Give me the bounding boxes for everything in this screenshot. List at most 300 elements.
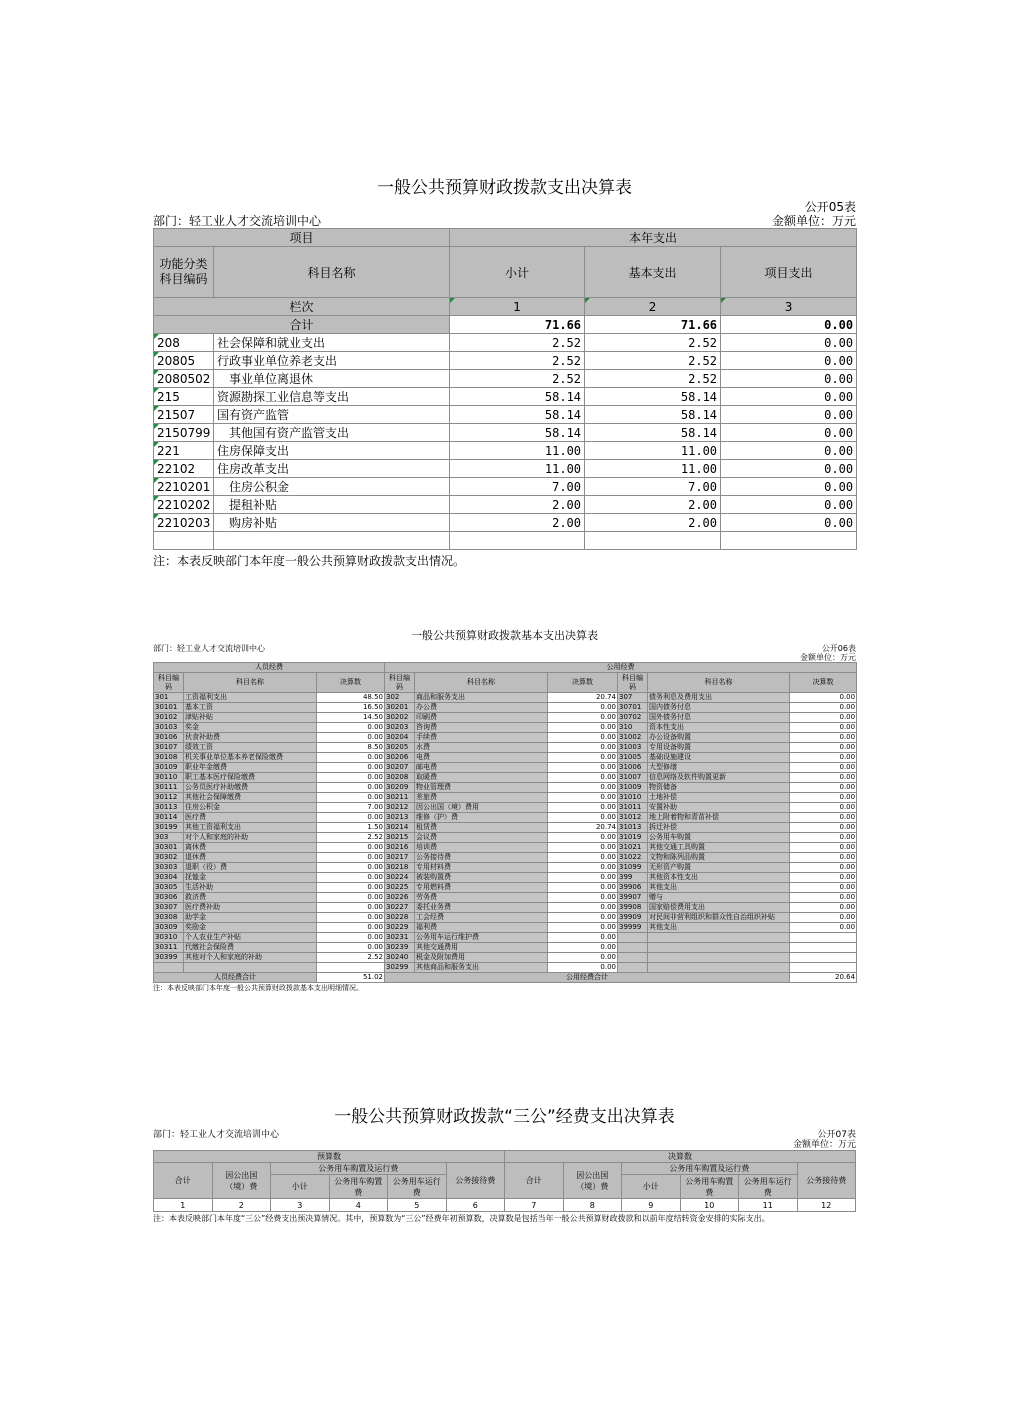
row-name: 提租补贴 — [214, 496, 450, 514]
public-total-label: 公用经费合计 — [385, 973, 790, 983]
total-row — [154, 316, 857, 334]
cell-amount-3: 0.00 — [790, 873, 857, 883]
cell-code-3: 31022 — [618, 853, 648, 863]
cell-name-1: 奖金 — [184, 723, 317, 733]
cell-code-2: 30209 — [385, 783, 415, 793]
cell-amount-2: 0.00 — [548, 913, 618, 923]
cell-code-3: 31013 — [618, 823, 648, 833]
cell-amount-1: 0.00 — [317, 883, 385, 893]
cell-name-1: 机关事业单位基本养老保险缴费 — [184, 753, 317, 763]
cell-amount-2: 0.00 — [548, 863, 618, 873]
col-index-4: 4 — [329, 1199, 388, 1212]
cell-code-3 — [618, 933, 648, 943]
cell-amount-2: 0.00 — [548, 903, 618, 913]
table-row — [154, 773, 857, 783]
table-row — [154, 913, 857, 923]
header-amount-2: 决算数 — [548, 673, 618, 693]
cell-code-2: 30202 — [385, 713, 415, 723]
cell-code-3: 39906 — [618, 883, 648, 893]
cell-code-1: 30308 — [154, 913, 184, 923]
cell-name-1: 基本工资 — [184, 703, 317, 713]
table-row — [154, 514, 857, 532]
header-subtotal: 小计 — [450, 247, 585, 298]
cell-code-2: 30299 — [385, 963, 415, 973]
row-project: 0.00 — [721, 352, 857, 370]
header-amount-1: 决算数 — [317, 673, 385, 693]
cell-amount-1: 0.00 — [317, 903, 385, 913]
cell-amount-3 — [790, 963, 857, 973]
cell-code-3: 31099 — [618, 863, 648, 873]
cell-amount-1: 0.00 — [317, 843, 385, 853]
row-subtotal: 58.14 — [450, 388, 585, 406]
table-row — [154, 370, 857, 388]
cell-name-3: 土地补偿 — [648, 793, 790, 803]
cell-code-2: 30214 — [385, 823, 415, 833]
row-basic: 7.00 — [585, 478, 721, 496]
cell-code-1: 30301 — [154, 843, 184, 853]
cell-amount-1: 0.00 — [317, 893, 385, 903]
cell-code-3: 310 — [618, 723, 648, 733]
cell-amount-2: 0.00 — [548, 733, 618, 743]
row-basic: 2.52 — [585, 352, 721, 370]
header-budget-car: 公务用车购置及运行费 — [271, 1163, 447, 1175]
cell-amount-3: 0.00 — [790, 923, 857, 933]
table-row — [154, 496, 857, 514]
row-name: 其他国有资产监管支出 — [214, 424, 450, 442]
cell-code-2: 30211 — [385, 793, 415, 803]
cell-amount-2: 0.00 — [548, 943, 618, 953]
cell-amount-2: 0.00 — [548, 743, 618, 753]
cell-amount-1: 0.00 — [317, 813, 385, 823]
cell-name-3: 赠与 — [648, 893, 790, 903]
cell-amount-3: 0.00 — [790, 743, 857, 753]
header-public: 公用经费 — [385, 663, 857, 673]
cell-amount-2: 0.00 — [548, 883, 618, 893]
cell-code-2: 30227 — [385, 903, 415, 913]
cell-name-3: 国内债务付息 — [648, 703, 790, 713]
cell-code-1: 30113 — [154, 803, 184, 813]
cell-amount-3: 0.00 — [790, 753, 857, 763]
cell-name-3: 地上附着物和青苗补偿 — [648, 813, 790, 823]
cell-code-3: 31002 — [618, 733, 648, 743]
cell-name-1: 抚恤金 — [184, 873, 317, 883]
row-name: 住房改革支出 — [214, 460, 450, 478]
row-code: 2210202 — [154, 496, 214, 514]
total-subtotal: 71.66 — [450, 316, 585, 334]
row-name: 事业单位离退休 — [214, 370, 450, 388]
row-code: 2150799 — [154, 424, 214, 442]
cell-name-1: 职工基本医疗保险缴费 — [184, 773, 317, 783]
cell-amount-2: 0.00 — [548, 773, 618, 783]
row-subtotal: 2.52 — [450, 370, 585, 388]
cell-code-3: 30702 — [618, 713, 648, 723]
table1-grid — [153, 228, 857, 550]
table-row — [154, 406, 857, 424]
cell-name-1: 绩效工资 — [184, 743, 317, 753]
cell-amount-1 — [317, 963, 385, 973]
row-code: 215 — [154, 388, 214, 406]
cell-amount-1: 0.00 — [317, 923, 385, 933]
cell-code-3: 31019 — [618, 833, 648, 843]
table-row — [154, 763, 857, 773]
cell-code-1: 30304 — [154, 873, 184, 883]
cell-amount-1: 14.50 — [317, 713, 385, 723]
row-project: 0.00 — [721, 460, 857, 478]
cell-code-2: 30240 — [385, 953, 415, 963]
table-row-empty — [154, 532, 857, 550]
table-row — [154, 703, 857, 713]
cell-name-1: 生活补助 — [184, 883, 317, 893]
personnel-total: 51.02 — [317, 973, 385, 983]
cell-code-1: 30303 — [154, 863, 184, 873]
row-name: 住房保障支出 — [214, 442, 450, 460]
cell-name-3: 信息网络及软件购置更新 — [648, 773, 790, 783]
cell-name-3: 债务利息及费用支出 — [648, 693, 790, 703]
three-public-table — [153, 1104, 856, 1224]
cell-amount-3: 0.00 — [790, 893, 857, 903]
col-index-12: 12 — [797, 1199, 856, 1212]
header-budget-abroad: 因公出国（境）费 — [212, 1163, 271, 1199]
cell-name-1: 其他社会保障缴费 — [184, 793, 317, 803]
cell-amount-1: 0.00 — [317, 873, 385, 883]
cell-code-1: 30112 — [154, 793, 184, 803]
cell-code-3: 31012 — [618, 813, 648, 823]
table2-dept: 部门：轻工业人才交流培训中心 — [153, 644, 265, 653]
totals-row — [154, 973, 857, 983]
cell-amount-1: 0.00 — [317, 943, 385, 953]
cell-amount-3: 0.00 — [790, 883, 857, 893]
cell-name-3: 对民间非营利组织和群众性自治组织补贴 — [648, 913, 790, 923]
cell-amount-3: 0.00 — [790, 793, 857, 803]
cell-code-2: 30206 — [385, 753, 415, 763]
col-index-6: 6 — [446, 1199, 505, 1212]
cell-code-3: 39999 — [618, 923, 648, 933]
cell-amount-3: 0.00 — [790, 733, 857, 743]
cell-code-2: 30205 — [385, 743, 415, 753]
cell-code-2: 30239 — [385, 943, 415, 953]
table1-unit: 金额单位：万元 — [771, 214, 856, 228]
header-column-index: 栏次 — [154, 298, 450, 316]
col-index-2: 2 — [212, 1199, 271, 1212]
header-code-3: 科目编码 — [618, 673, 648, 693]
cell-code-2: 302 — [385, 693, 415, 703]
cell-name-3: 其他支出 — [648, 923, 790, 933]
row-code: 20805 — [154, 352, 214, 370]
cell-code-1: 301 — [154, 693, 184, 703]
row-subtotal: 11.00 — [450, 442, 585, 460]
cell-code-3: 39907 — [618, 893, 648, 903]
cell-name-1: 退职（役）费 — [184, 863, 317, 873]
cell-amount-2: 0.00 — [548, 923, 618, 933]
cell-code-2: 30224 — [385, 873, 415, 883]
row-project: 0.00 — [721, 514, 857, 532]
cell-amount-1: 0.00 — [317, 913, 385, 923]
cell-name-2: 租赁费 — [415, 823, 548, 833]
cell-name-3: 大型修缮 — [648, 763, 790, 773]
cell-name-1: 医疗费 — [184, 813, 317, 823]
cell-code-1: 30306 — [154, 893, 184, 903]
cell-amount-1: 0.00 — [317, 763, 385, 773]
cell-code-3: 31009 — [618, 783, 648, 793]
cell-code-1: 30107 — [154, 743, 184, 753]
cell-name-2: 邮电费 — [415, 763, 548, 773]
header-final-subtotal: 小计 — [622, 1175, 681, 1199]
cell-name-1: 其他工资福利支出 — [184, 823, 317, 833]
col-index-11: 11 — [739, 1199, 798, 1212]
table-row — [154, 813, 857, 823]
expenditure-table — [153, 176, 856, 570]
row-subtotal: 7.00 — [450, 478, 585, 496]
table-row — [154, 923, 857, 933]
table-row — [154, 753, 857, 763]
cell-amount-1: 0.00 — [317, 933, 385, 943]
cell-amount-1: 48.50 — [317, 693, 385, 703]
cell-code-1: 30111 — [154, 783, 184, 793]
header-budget: 预算数 — [154, 1151, 505, 1163]
col-index-9: 9 — [622, 1199, 681, 1212]
cell-name-3 — [648, 933, 790, 943]
cell-name-3: 国外债务付息 — [648, 713, 790, 723]
cell-name-2: 水费 — [415, 743, 548, 753]
cell-amount-1: 7.00 — [317, 803, 385, 813]
cell-code-1: 30310 — [154, 933, 184, 943]
table-row — [154, 793, 857, 803]
cell-amount-2: 0.00 — [548, 763, 618, 773]
table-row — [154, 843, 857, 853]
cell-amount-3: 0.00 — [790, 903, 857, 913]
cell-name-2: 公务用车运行维护费 — [415, 933, 548, 943]
table-row — [154, 933, 857, 943]
table3-dept: 部门：轻工业人才交流培训中心 — [153, 1130, 280, 1140]
cell-name-3: 安置补助 — [648, 803, 790, 813]
table-row — [154, 693, 857, 703]
row-project: 0.00 — [721, 334, 857, 352]
table-row — [154, 743, 857, 753]
cell-amount-3: 0.00 — [790, 803, 857, 813]
cell-code-2: 30216 — [385, 843, 415, 853]
header-name-1: 科目名称 — [184, 673, 317, 693]
cell-amount-2: 0.00 — [548, 933, 618, 943]
cell-code-3: 31006 — [618, 763, 648, 773]
cell-code-1: 30106 — [154, 733, 184, 743]
col-index-3: 3 — [271, 1199, 330, 1212]
cell-name-3: 拆迁补偿 — [648, 823, 790, 833]
row-name: 社会保障和就业支出 — [214, 334, 450, 352]
col-index-3: 3 — [721, 298, 857, 316]
row-project: 0.00 — [721, 406, 857, 424]
cell-name-3: 国家赔偿费用支出 — [648, 903, 790, 913]
cell-code-2: 30203 — [385, 723, 415, 733]
cell-amount-2: 0.00 — [548, 963, 618, 973]
row-code: 221 — [154, 442, 214, 460]
cell-amount-3: 0.00 — [790, 863, 857, 873]
header-budget-reception: 公务接待费 — [446, 1163, 505, 1199]
cell-amount-3: 0.00 — [790, 853, 857, 863]
cell-code-3: 31010 — [618, 793, 648, 803]
header-basic: 基本支出 — [585, 247, 721, 298]
header-project: 项目支出 — [721, 247, 857, 298]
table-row — [154, 733, 857, 743]
cell-name-2: 专用燃料费 — [415, 883, 548, 893]
cell-code-1: 30110 — [154, 773, 184, 783]
cell-amount-3: 0.00 — [790, 833, 857, 843]
col-index-10: 10 — [680, 1199, 739, 1212]
cell-name-3: 文物和陈列品购置 — [648, 853, 790, 863]
row-subtotal: 2.52 — [450, 352, 585, 370]
cell-name-2: 税金及附加费用 — [415, 953, 548, 963]
table-row — [154, 723, 857, 733]
row-subtotal: 58.14 — [450, 406, 585, 424]
cell-code-2: 30213 — [385, 813, 415, 823]
total-project: 0.00 — [721, 316, 857, 334]
cell-name-1: 住房公积金 — [184, 803, 317, 813]
cell-name-2: 其他交通费用 — [415, 943, 548, 953]
table3-grid — [153, 1150, 856, 1212]
cell-amount-1: 8.50 — [317, 743, 385, 753]
cell-amount-2: 20.74 — [548, 823, 618, 833]
row-basic: 2.52 — [585, 334, 721, 352]
table-row — [154, 352, 857, 370]
cell-amount-2: 0.00 — [548, 803, 618, 813]
cell-name-3: 其他支出 — [648, 883, 790, 893]
row-code: 2080502 — [154, 370, 214, 388]
cell-code-1: 30114 — [154, 813, 184, 823]
cell-name-2: 手续费 — [415, 733, 548, 743]
cell-name-2: 劳务费 — [415, 893, 548, 903]
table-row — [154, 963, 857, 973]
cell-amount-2: 0.00 — [548, 753, 618, 763]
table-row — [154, 863, 857, 873]
cell-amount-1: 1.50 — [317, 823, 385, 833]
cell-amount-3: 0.00 — [790, 823, 857, 833]
cell-code-3 — [618, 963, 648, 973]
table-row — [154, 460, 857, 478]
header-final-car: 公务用车购置及运行费 — [622, 1163, 798, 1175]
table3-form-no: 公开07表 — [817, 1130, 856, 1140]
cell-code-1: 30102 — [154, 713, 184, 723]
cell-code-1 — [154, 963, 184, 973]
cell-name-3: 资本性支出 — [648, 723, 790, 733]
cell-code-3 — [618, 943, 648, 953]
cell-code-2: 30207 — [385, 763, 415, 773]
table-row — [154, 873, 857, 883]
table-row — [154, 953, 857, 963]
row-basic: 11.00 — [585, 442, 721, 460]
cell-amount-1: 0.00 — [317, 853, 385, 863]
header-name: 科目名称 — [214, 247, 450, 298]
cell-code-2: 30226 — [385, 893, 415, 903]
row-code: 2210201 — [154, 478, 214, 496]
total-label: 合计 — [154, 316, 450, 334]
header-final-purchase: 公务用车购置费 — [680, 1175, 739, 1199]
cell-code-1: 30302 — [154, 853, 184, 863]
cell-amount-1: 0.00 — [317, 723, 385, 733]
cell-name-2: 专用材料费 — [415, 863, 548, 873]
cell-amount-2: 0.00 — [548, 783, 618, 793]
cell-name-1: 工资福利支出 — [184, 693, 317, 703]
cell-amount-3: 0.00 — [790, 703, 857, 713]
row-project: 0.00 — [721, 442, 857, 460]
table-row — [154, 903, 857, 913]
cell-name-1: 奖励金 — [184, 923, 317, 933]
header-name-2: 科目名称 — [415, 673, 548, 693]
cell-code-2: 30201 — [385, 703, 415, 713]
cell-name-2: 物业管理费 — [415, 783, 548, 793]
cell-name-1: 离休费 — [184, 843, 317, 853]
cell-code-3: 399 — [618, 873, 648, 883]
row-code: 21507 — [154, 406, 214, 424]
header-personnel: 人员经费 — [154, 663, 385, 673]
cell-name-1: 职业年金缴费 — [184, 763, 317, 773]
cell-name-2: 商品和服务支出 — [415, 693, 548, 703]
cell-name-3 — [648, 963, 790, 973]
col-index-7: 7 — [505, 1199, 564, 1212]
cell-name-3 — [648, 953, 790, 963]
row-name: 住房公积金 — [214, 478, 450, 496]
cell-code-2: 30215 — [385, 833, 415, 843]
table2-note: 注：本表反映部门本年度一般公共预算财政拨款基本支出明细情况。 — [153, 984, 363, 992]
cell-amount-2: 0.00 — [548, 833, 618, 843]
header-budget-operate: 公务用车运行费 — [388, 1175, 447, 1199]
cell-amount-3: 0.00 — [790, 723, 857, 733]
table-row — [154, 803, 857, 813]
cell-name-1: 医疗费补助 — [184, 903, 317, 913]
cell-code-2: 30218 — [385, 863, 415, 873]
cell-amount-1: 16.50 — [317, 703, 385, 713]
table2-form-no: 公开06表 — [821, 644, 856, 653]
table3-note: 注：本表反映部门本年度“三公”经费支出预决算情况。其中，预算数为“三公”经费年初预算数，决算数是包括当年一般公共预算财政拨款和以前年度结转资金安排的实际支出。 — [153, 1214, 770, 1223]
cell-amount-3: 0.00 — [790, 693, 857, 703]
cell-amount-1: 0.00 — [317, 753, 385, 763]
cell-code-3: 30701 — [618, 703, 648, 713]
cell-name-1: 公务员医疗补助缴费 — [184, 783, 317, 793]
cell-amount-2: 0.00 — [548, 713, 618, 723]
col-index-1: 1 — [450, 298, 585, 316]
cell-amount-2: 0.00 — [548, 723, 618, 733]
table-row — [154, 893, 857, 903]
header-code: 功能分类科目编码 — [154, 247, 214, 298]
table-row — [154, 424, 857, 442]
cell-name-1: 其他对个人和家庭的补助 — [184, 953, 317, 963]
row-code: 22102 — [154, 460, 214, 478]
cell-name-2: 电费 — [415, 753, 548, 763]
header-item: 项目 — [154, 229, 450, 247]
cell-code-2: 30229 — [385, 923, 415, 933]
cell-name-3: 公务用车购置 — [648, 833, 790, 843]
personnel-total-label: 人员经费合计 — [154, 973, 317, 983]
header-code-1: 科目编码 — [154, 673, 184, 693]
cell-amount-2: 0.00 — [548, 893, 618, 903]
row-name: 行政事业单位养老支出 — [214, 352, 450, 370]
header-final-reception: 公务接待费 — [797, 1163, 856, 1199]
cell-amount-2: 0.00 — [548, 873, 618, 883]
cell-name-1: 代缴社会保险费 — [184, 943, 317, 953]
table-row — [154, 833, 857, 843]
cell-name-3: 其他交通工具购置 — [648, 843, 790, 853]
cell-name-3: 办公设备购置 — [648, 733, 790, 743]
table-row — [154, 388, 857, 406]
row-project: 0.00 — [721, 496, 857, 514]
table2-unit: 金额单位：万元 — [800, 653, 856, 662]
header-final-abroad: 因公出国（境）费 — [563, 1163, 622, 1199]
header-budget-subtotal: 小计 — [271, 1175, 330, 1199]
cell-name-2: 被装购置费 — [415, 873, 548, 883]
header-code-2: 科目编码 — [385, 673, 415, 693]
row-name: 国有资产监管 — [214, 406, 450, 424]
cell-amount-2: 0.00 — [548, 853, 618, 863]
table2-title: 一般公共预算财政拨款基本支出决算表 — [411, 629, 598, 642]
cell-name-1: 助学金 — [184, 913, 317, 923]
